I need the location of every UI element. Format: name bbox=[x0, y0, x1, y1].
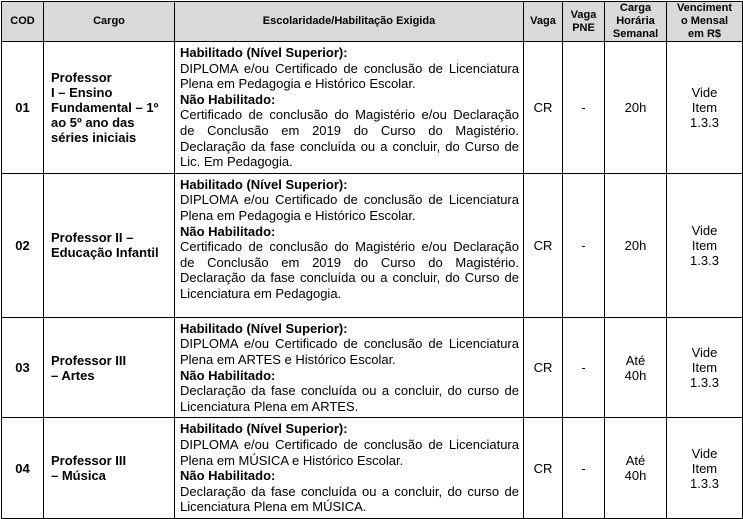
header-line: PNE bbox=[572, 21, 595, 34]
header-line: Semanal bbox=[612, 28, 659, 40]
table-row bbox=[2, 317, 743, 418]
carga-line: Até bbox=[625, 453, 646, 469]
habilitado-text: DIPLOMA e/ou Certificado de conclusão de Licenciatura Plena em Pedagogia e Histórico Escolar. bbox=[180, 192, 519, 223]
vaga-cell: CR bbox=[524, 42, 563, 174]
nao-habilitado-label: Não Habilitado: bbox=[180, 468, 276, 484]
habilitado-text: DIPLOMA e/ou Certificado de conclusão de Licenciatura Plena em MÚSICA e Histórico Escolar. bbox=[180, 436, 519, 468]
vencimento-line: Vide bbox=[691, 222, 718, 238]
vaga-cell: CR bbox=[524, 317, 563, 418]
header-carga-horaria bbox=[605, 2, 667, 42]
carga-line: 20h bbox=[624, 237, 647, 253]
cargo-line: – Música bbox=[51, 468, 106, 484]
vaga-cell: CR bbox=[524, 173, 563, 317]
vencimento-line: Item bbox=[691, 360, 718, 376]
carga-cell bbox=[605, 317, 667, 418]
carga-line: 40h bbox=[624, 468, 647, 484]
vaga-pne-cell: - bbox=[563, 173, 605, 317]
table-row bbox=[2, 173, 743, 317]
cod-cell: 02 bbox=[2, 173, 44, 317]
cargo-cell bbox=[44, 317, 175, 418]
vencimento-cell bbox=[667, 418, 743, 519]
header-cod: COD bbox=[2, 2, 44, 42]
nao-habilitado-label: Não Habilitado: bbox=[180, 91, 276, 107]
vencimento-line: Item bbox=[691, 460, 718, 476]
vencimento-line: 1.3.3 bbox=[690, 475, 719, 491]
nao-habilitado-label: Não Habilitado: bbox=[180, 223, 276, 239]
habilitado-label: Habilitado (Nível Superior): bbox=[180, 45, 348, 60]
cod-cell: 03 bbox=[2, 317, 44, 418]
vencimento-line: Vide bbox=[691, 445, 718, 461]
cargo-line: séries iniciais bbox=[51, 129, 137, 145]
vaga-pne-cell: - bbox=[563, 42, 605, 174]
cargo-line: Professor III bbox=[51, 453, 127, 469]
cargo-line: Professor bbox=[51, 69, 112, 85]
habilitado-text: DIPLOMA e/ou Certificado de conclusão de Licenciatura Plena em ARTES e Histórico Escolar. bbox=[180, 336, 519, 367]
vencimento-line: Item bbox=[691, 99, 718, 115]
habilitado-label: Habilitado (Nível Superior): bbox=[180, 421, 348, 437]
header-vaga-pne bbox=[563, 2, 605, 42]
positions-table bbox=[1, 1, 743, 519]
vencimento-line: 1.3.3 bbox=[690, 114, 719, 130]
table-row bbox=[2, 418, 743, 519]
vencimento-cell bbox=[667, 317, 743, 418]
cargo-line: Professor III bbox=[51, 352, 127, 368]
header-cargo: Cargo bbox=[44, 2, 175, 42]
carga-line: 40h bbox=[624, 367, 647, 383]
header-line: Vaga bbox=[570, 8, 597, 21]
cargo-line: Educação Infantil bbox=[51, 245, 159, 261]
cargo-line: Fundamental – 1º bbox=[51, 99, 159, 115]
header-vaga: Vaga bbox=[524, 2, 563, 42]
vencimento-cell bbox=[667, 173, 743, 317]
header-line: Carga bbox=[619, 2, 652, 14]
vencimento-cell bbox=[667, 42, 743, 174]
nao-habilitado-text: Declaração da fase concluída ou a concluir, do curso de Licenciatura Plena em MÚSICA. bbox=[180, 483, 519, 515]
vencimento-line: 1.3.3 bbox=[690, 375, 719, 391]
nao-habilitado-text: Declaração da fase concluída ou a concluir, do curso de Licenciatura Plena em ARTES. bbox=[180, 383, 519, 414]
escolaridade-cell bbox=[175, 418, 524, 519]
vencimento-line: Item bbox=[691, 237, 718, 253]
header-line: Venciment bbox=[676, 2, 733, 14]
vaga-pne-cell: - bbox=[563, 418, 605, 519]
header-line: o Mensal bbox=[680, 15, 729, 27]
cargo-line: Professor II – bbox=[51, 230, 134, 246]
vaga-cell: CR bbox=[524, 418, 563, 519]
cargo-line: I – Ensino bbox=[51, 84, 113, 100]
escolaridade-cell bbox=[175, 173, 524, 317]
cargo-cell bbox=[44, 173, 175, 317]
carga-line: 20h bbox=[624, 99, 647, 115]
header-vencimento bbox=[667, 2, 743, 42]
carga-cell bbox=[605, 42, 667, 174]
vaga-pne-cell: - bbox=[563, 317, 605, 418]
cargo-line: ao 5º ano das bbox=[51, 114, 135, 130]
cargo-cell bbox=[44, 418, 175, 519]
cargo-line: – Artes bbox=[51, 367, 95, 383]
carga-cell bbox=[605, 173, 667, 317]
carga-line: Até bbox=[625, 352, 646, 368]
vencimento-line: Vide bbox=[691, 84, 718, 100]
habilitado-label: Habilitado (Nível Superior): bbox=[180, 320, 348, 336]
escolaridade-cell bbox=[175, 317, 524, 418]
header-escolaridade: Escolaridade/Habilitação Exigida bbox=[175, 2, 524, 42]
habilitado-label: Habilitado (Nível Superior): bbox=[180, 176, 348, 192]
vencimento-line: Vide bbox=[691, 345, 718, 361]
nao-habilitado-text: Certificado de conclusão do Magistério e/ou Declaração de Conclusão em 2019 do Curso do Magistério. Declaração da fase concluída ou a concluir, do Curso de Lic. Em Pedagogia. bbox=[180, 107, 519, 170]
header-line: Horária bbox=[616, 15, 655, 27]
table-row bbox=[2, 42, 743, 174]
carga-cell bbox=[605, 418, 667, 519]
nao-habilitado-text: Certificado de conclusão do Magistério e/ou Declaração de Conclusão em 2019 do Curso do Magistério. Declaração da fase concluída ou a concluir, do Curso de Licenciatura em Pedagogia. bbox=[180, 239, 519, 301]
vencimento-line: 1.3.3 bbox=[690, 252, 719, 268]
header-line: em R$ bbox=[687, 28, 722, 40]
cod-cell: 01 bbox=[2, 42, 44, 174]
nao-habilitado-label: Não Habilitado: bbox=[180, 367, 276, 383]
cod-cell: 04 bbox=[2, 418, 44, 519]
cargo-cell bbox=[44, 42, 175, 174]
table-header-row bbox=[2, 2, 743, 42]
escolaridade-cell bbox=[175, 42, 524, 174]
habilitado-text: DIPLOMA e/ou Certificado de conclusão de Licenciatura Plena em Pedagogia e Histórico Escolar. bbox=[180, 60, 519, 92]
